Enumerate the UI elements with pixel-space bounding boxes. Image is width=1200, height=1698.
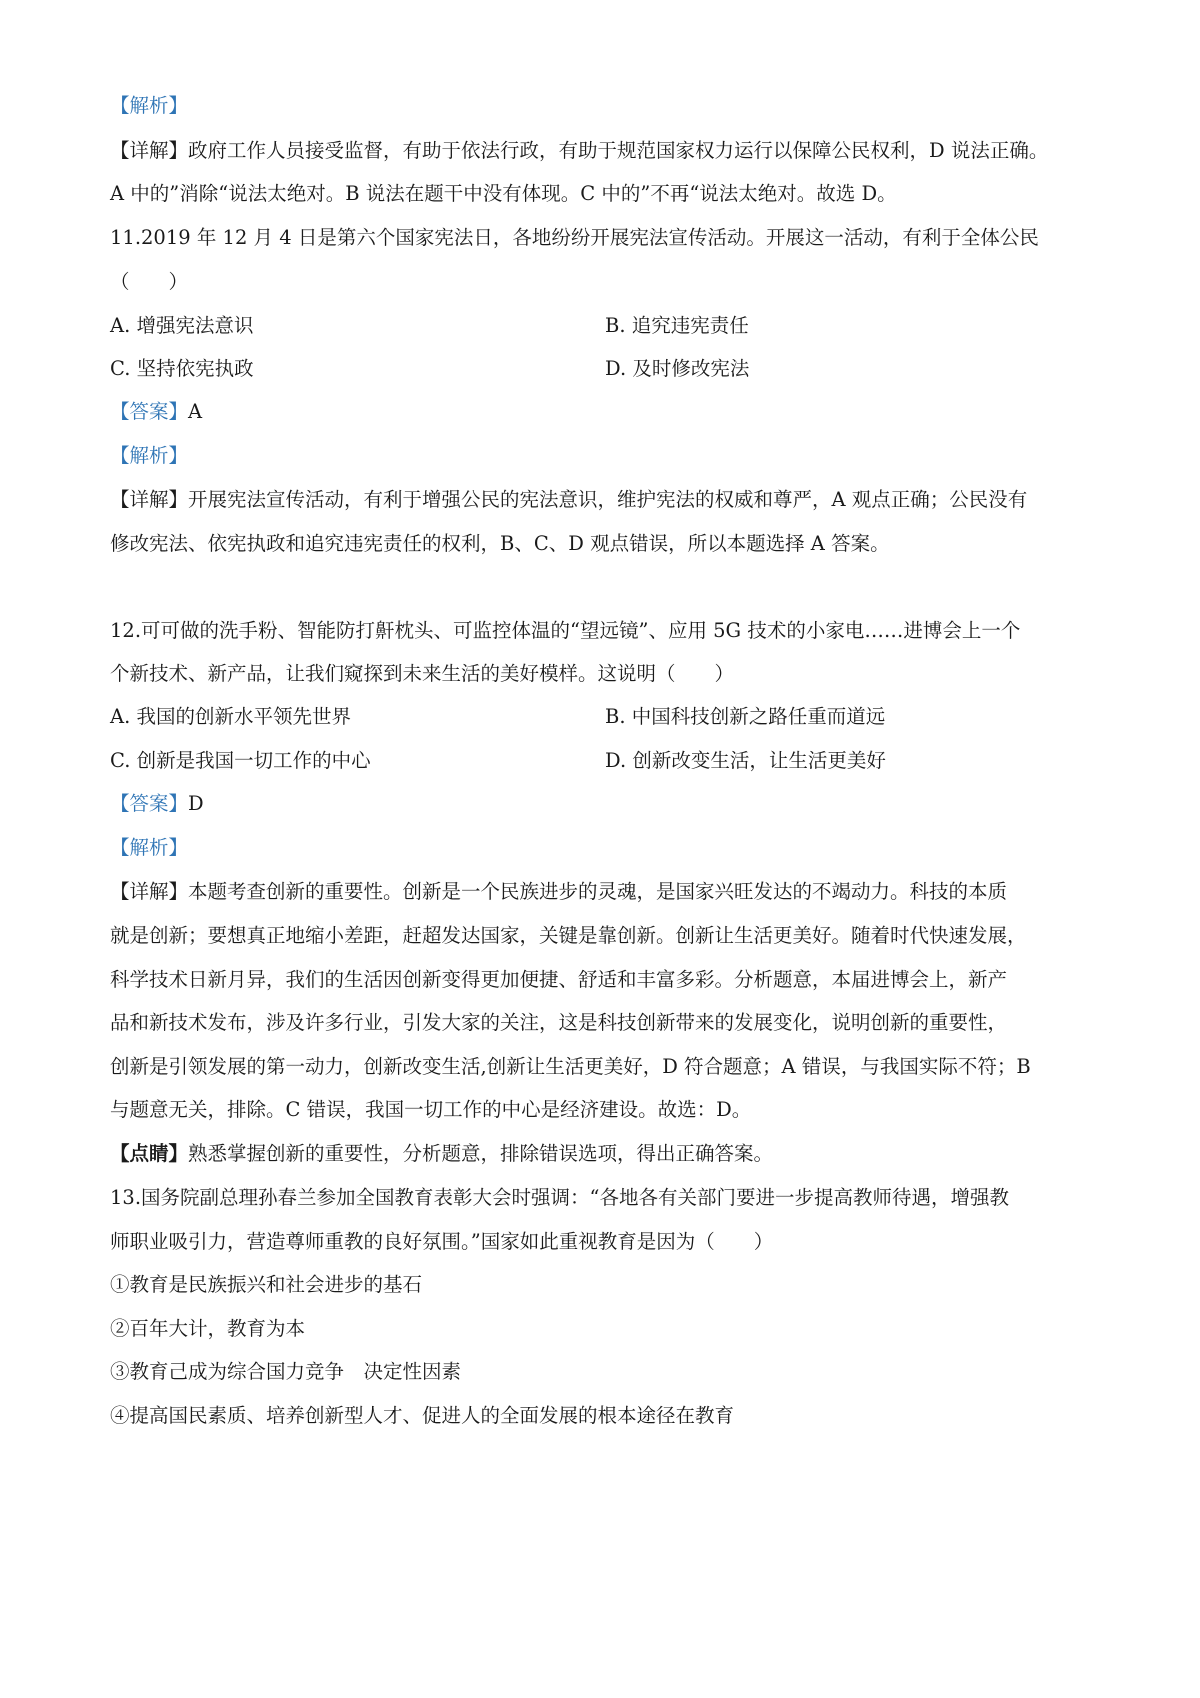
analysis-tag: 【解析】 xyxy=(110,94,189,117)
tip-tag: 【点睛】 xyxy=(110,1142,189,1165)
detail-tag: 【详解】 xyxy=(110,139,189,162)
q12-tip xyxy=(110,1140,1100,1168)
detail-tag: 【详解】 xyxy=(110,488,189,511)
analysis-tag: 【解析】 xyxy=(110,836,189,859)
tip-text: 熟悉掌握创新的重要性，分析题意，排除错误选项，得出正确答案。 xyxy=(188,1142,774,1165)
answer-value: D xyxy=(188,792,204,815)
q12-detail-line-1 xyxy=(110,878,1100,906)
answer-tag: 【答案】 xyxy=(110,400,189,423)
q12-stem-line-1: 12.可可做的洗手粉、智能防打鼾枕头、可监控体温的“望远镜”、应用 5G 技术的小家电……进博会上一个 xyxy=(110,619,1021,642)
q11-option-d: D. 及时修改宪法 xyxy=(605,357,750,380)
q12-option-b: B. 中国科技创新之路任重而道远 xyxy=(605,705,886,728)
q12-detail-line-6: 与题意无关，排除。C 错误，我国一切工作的中心是经济建设。故选：D。 xyxy=(110,1098,752,1121)
q12-detail-line-4: 品和新技术发布，涉及许多行业，引发大家的关注，这是科技创新带来的发展变化，说明创新的重要性， xyxy=(110,1011,1008,1034)
q12-detail-line-2: 就是创新；要想真正地缩小差距，赶超发达国家，关键是靠创新。创新让生活更美好。随着时代快速发展， xyxy=(110,924,1027,947)
q11-detail-line-2: 修改宪法、依宪执政和追究违宪责任的权利，B、C、D 观点错误，所以本题选择 A 答案。 xyxy=(110,532,890,555)
q13-item-4: ④提高国民素质、培养创新型人才、促进人的全面发展的根本途径在教育 xyxy=(110,1404,735,1427)
detail-tag: 【详解】 xyxy=(110,880,189,903)
q13-item-2: ②百年大计，教育为本 xyxy=(110,1317,306,1340)
q12-option-c: C. 创新是我国一切工作的中心 xyxy=(110,749,371,772)
q12-detail-line-3: 科学技术日新月异，我们的生活因创新变得更加便捷、舒适和丰富多彩。分析题意，本届进博会上，新产 xyxy=(110,968,1008,991)
q11-stem-line-1: 11.2019 年 12 月 4 日是第六个国家宪法日，各地纷纷开展宪法宣传活动。开展这一活动，有利于全体公民 xyxy=(110,226,1039,249)
q12-analysis-heading xyxy=(110,834,1100,862)
q11-option-b: B. 追究违宪责任 xyxy=(605,314,749,337)
detail-text: 本题考查创新的重要性。创新是一个民族进步的灵魂，是国家兴旺发达的不竭动力。科技的本质 xyxy=(188,880,1008,903)
answer-value: A xyxy=(188,400,203,423)
q11-answer xyxy=(110,398,1100,426)
q13-stem-line-1: 13.国务院副总理孙春兰参加全国教育表彰大会时强调：“各地各有关部门要进一步提高教师待遇，增强教 xyxy=(110,1186,1009,1209)
q11-option-c: C. 坚持依宪执政 xyxy=(110,357,254,380)
detail-text: 政府工作人员接受监督，有助于依法行政，有助于规范国家权力运行以保障公民权利，D 说法正确。 xyxy=(188,139,1049,162)
q11-stem-line-2: （ ） xyxy=(110,270,189,293)
analysis-tag: 【解析】 xyxy=(110,444,189,467)
q13-item-1: ①教育是民族振兴和社会进步的基石 xyxy=(110,1273,423,1296)
q10-detail-line-1 xyxy=(110,137,1100,165)
q10-detail-line-2: A 中的”消除“说法太绝对。B 说法在题干中没有体现。C 中的”不再“说法太绝对。故选 D。 xyxy=(110,182,897,205)
q13-stem-line-2: 师职业吸引力，营造尊师重教的良好氛围。”国家如此重视教育是因为（ ） xyxy=(110,1230,774,1253)
q11-option-a: A. 增强宪法意识 xyxy=(110,314,254,337)
q12-detail-line-5: 创新是引领发展的第一动力，创新改变生活,创新让生活更美好，D 符合题意；A 错误，与我国实际不符；B xyxy=(110,1055,1031,1078)
q11-analysis-heading xyxy=(110,442,1100,470)
detail-text: 开展宪法宣传活动，有利于增强公民的宪法意识，维护宪法的权威和尊严，A 观点正确；公民没有 xyxy=(188,488,1028,511)
q12-stem-line-2: 个新技术、新产品，让我们窥探到未来生活的美好模样。这说明（ ） xyxy=(110,662,735,685)
q12-answer xyxy=(110,790,1100,818)
q11-detail-line-1 xyxy=(110,486,1100,514)
q12-option-d: D. 创新改变生活，让生活更美好 xyxy=(605,749,886,772)
q13-item-3: ③教育己成为综合国力竞争 决定性因素 xyxy=(110,1360,462,1383)
answer-tag: 【答案】 xyxy=(110,792,189,815)
q10-analysis-heading xyxy=(110,92,1100,120)
q12-option-a: A. 我国的创新水平领先世界 xyxy=(110,705,351,728)
